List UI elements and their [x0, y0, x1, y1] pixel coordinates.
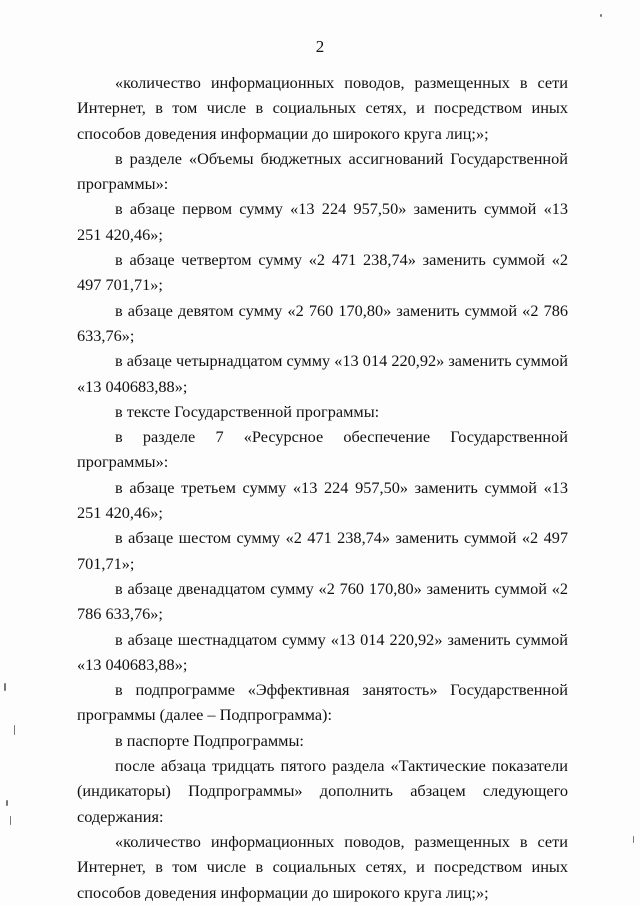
paragraph-quote-info-events-1: «количество информационных поводов, размещенных в сети Интернет, в том числе в социальных сетях, и посредством иных способов доведения информации до широкого круга лиц;»; [77, 73, 568, 143]
paragraph-section-7: в разделе 7 «Ресурсное обеспечение Государственной программы»: [77, 427, 568, 472]
paragraph-subprogram: в подпрограмме «Эффективная занятость» Государственной программы (далее – Подпрограмма): [77, 680, 568, 725]
paragraph-sixth-amount: в абзаце шестом сумму «2 471 238,74» заменить суммой «2 497 701,71»; [77, 528, 568, 573]
paragraph-fourth-amount: в абзаце четвертом сумму «2 471 238,74» заменить суммой «2 497 701,71»; [77, 250, 568, 295]
paragraph-program-text: в тексте Государственной программы: [115, 401, 380, 421]
page-number: 2 [315, 37, 325, 56]
scan-mark-left-1 [4, 683, 6, 691]
paragraph-subprogram-passport: в паспорте Подпрограммы: [115, 730, 304, 750]
paragraph-first-amount: в абзаце первом сумму «13 224 957,50» заменить суммой «13 251 420,46»; [77, 199, 568, 244]
paragraph-after-35th: после абзаца тридцать пятого раздела «Тактические показатели (индикаторы) Подпрограммы» дополнить абзацем следующего содержания: [77, 756, 568, 826]
paragraph-twelfth-amount: в абзаце двенадцатом сумму «2 760 170,80» заменить суммой «2 786 633,76»; [77, 578, 568, 624]
scan-mark-left-2 [14, 725, 15, 735]
paragraph-fourteenth-amount: в абзаце четырнадцатом сумму «13 014 220,92» заменить суммой «13 040683,88»; [77, 351, 568, 396]
paragraph-third-amount: в абзаце третьем сумму «13 224 957,50» заменить суммой «13 251 420,46»; [77, 477, 568, 523]
paragraph-sixteenth-amount: в абзаце шестнадцатом сумму «13 014 220,92» заменить суммой «13 040683,88»; [77, 629, 568, 674]
scan-mark-right-1 [633, 836, 634, 843]
paragraph-quote-info-events-2: «количество информационных поводов, размещенных в сети Интернет, в том числе в социальных сетях, и посредством иных способов доведения информации до широкого круга лиц;»; [77, 831, 568, 902]
scan-mark-left-4 [10, 816, 11, 825]
scan-mark-top-right [600, 14, 602, 17]
scan-mark-left-3 [6, 800, 8, 806]
document-body [77, 70, 568, 905]
paragraph-ninth-amount: в абзаце девятом сумму «2 760 170,80» заменить суммой «2 786 633,76»; [77, 300, 568, 345]
paragraph-budget-section: в разделе «Объемы бюджетных ассигнований Государственной программы»: [77, 148, 568, 194]
